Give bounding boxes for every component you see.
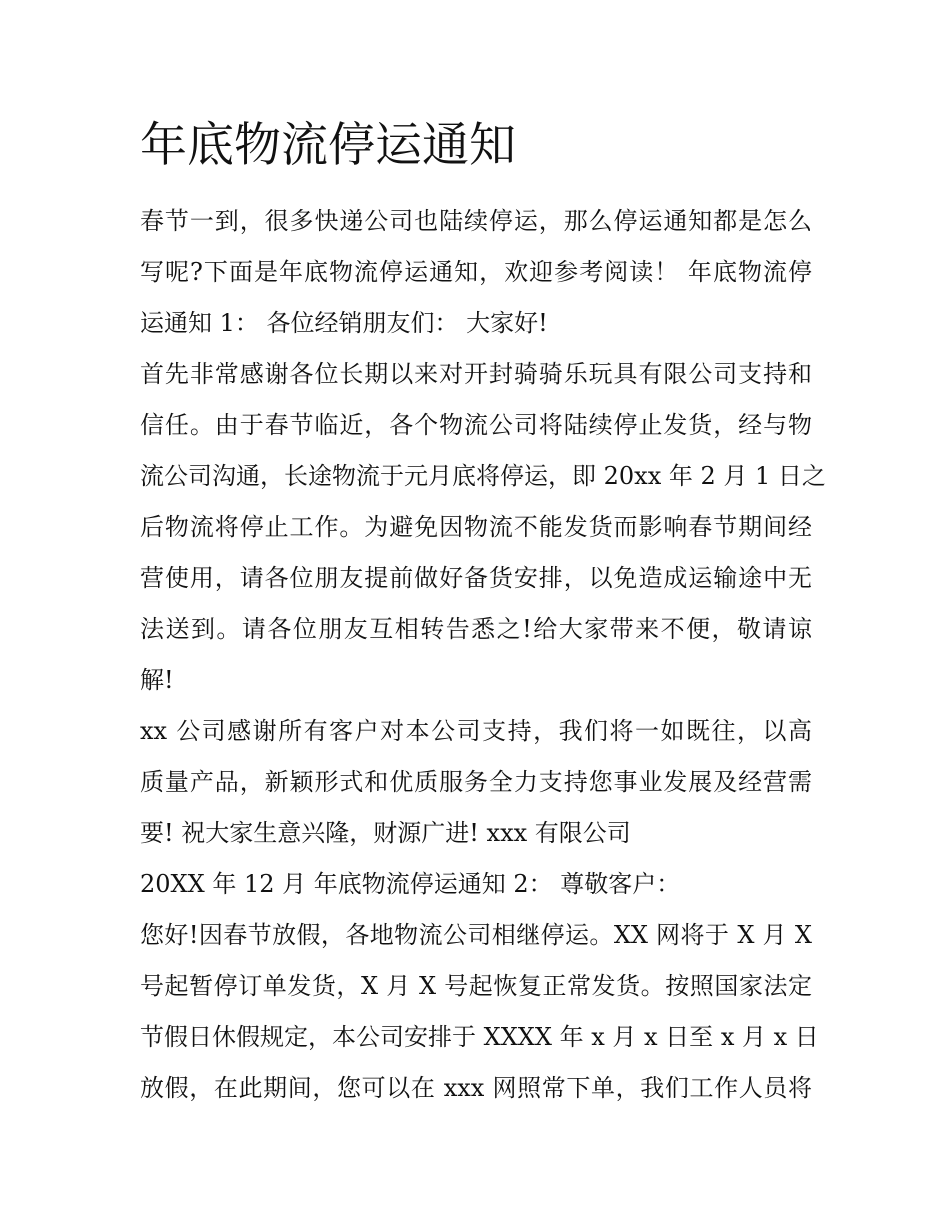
document-body — [140, 196, 826, 1114]
body-line-11: xx 公司感谢所有客户对本公司支持，我们将一如既往，以高 — [140, 717, 812, 745]
body-line-13: 要! 祝大家生意兴隆，财源广进! xxx 有限公司 — [140, 819, 631, 847]
body-line-15: 您好!因春节放假，各地物流公司相继停运。XX 网将于 X 月 X — [140, 921, 812, 949]
body-line-8: 营使用，请各位朋友提前做好备货安排，以免造成运输途中无 — [140, 564, 812, 592]
body-line-5: 信任。由于春节临近，各个物流公司将陆续停止发货，经与物 — [140, 411, 812, 439]
body-line-3: 运通知 1： 各位经销朋友们： 大家好! — [140, 309, 548, 337]
body-line-9: 法送到。请各位朋友互相转告悉之!给大家带来不便，敬请谅 — [140, 615, 812, 643]
body-line-1: 春节一到，很多快递公司也陆续停运，那么停运通知都是怎么 — [140, 207, 812, 235]
body-line-10: 解! — [140, 666, 174, 694]
body-line-2: 写呢?下面是年底物流停运通知，欢迎参考阅读！ 年底物流停 — [140, 258, 812, 286]
body-line-6: 流公司沟通，长途物流于元月底将停运，即 20xx 年 2 月 1 日之 — [140, 462, 826, 490]
body-line-16: 号起暂停订单发货，X 月 X 号起恢复正常发货。按照国家法定 — [140, 972, 812, 1000]
body-line-14: 20XX 年 12 月 年底物流停运通知 2： 尊敬客户： — [140, 870, 681, 898]
document-title: 年底物流停运通知 — [140, 118, 516, 173]
body-line-12: 质量产品，新颖形式和优质服务全力支持您事业发展及经营需 — [140, 768, 812, 796]
body-line-4: 首先非常感谢各位长期以来对开封骑骑乐玩具有限公司支持和 — [140, 360, 812, 388]
body-line-7: 后物流将停止工作。为避免因物流不能发货而影响春节期间经 — [140, 513, 812, 541]
body-line-17: 节假日休假规定，本公司安排于 XXXX 年 x 月 x 日至 x 月 x 日 — [140, 1023, 819, 1051]
body-line-18: 放假，在此期间，您可以在 xxx 网照常下单，我们工作人员将 — [140, 1074, 812, 1102]
